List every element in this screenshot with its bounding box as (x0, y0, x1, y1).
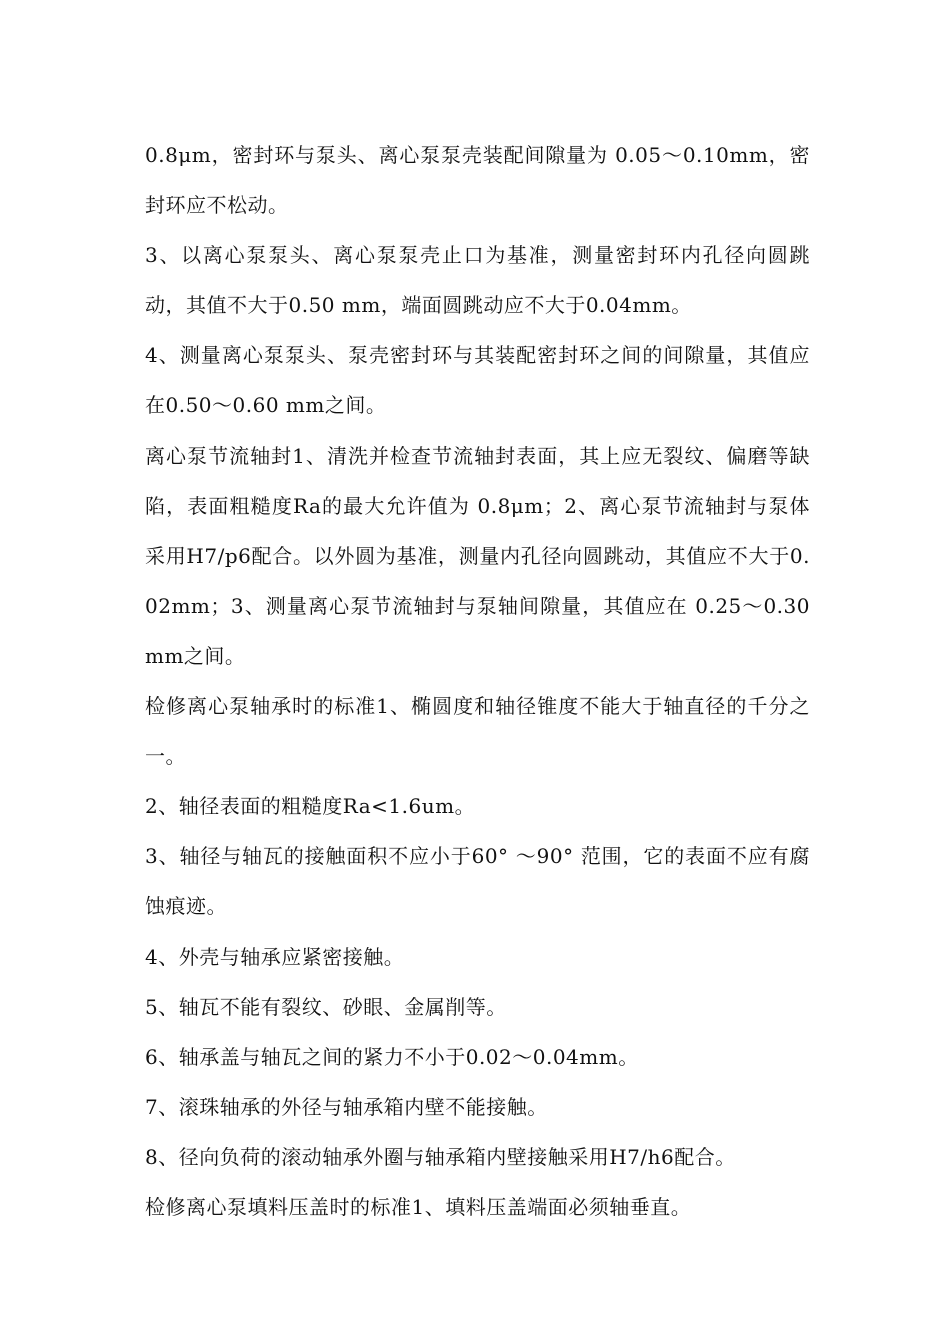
paragraph-bearing-standard-8: 8、径向负荷的滚动轴承外圈与轴承箱内壁接触采用H7/h6配合。 (145, 1144, 736, 1169)
paragraph-bearing-standard-2: 2、轴径表面的粗糙度Ra<1.6um。 (145, 794, 476, 819)
document-body (145, 130, 810, 1232)
paragraph-bearing-standard-5: 5、轴瓦不能有裂纹、砂眼、金属削等。 (145, 994, 507, 1019)
paragraph-bearing-standard-3: 3、轴径与轴瓦的接触面积不应小于60° ～90° 范围，它的表面不应有腐蚀痕迹。 (145, 844, 810, 919)
paragraph-bearing-standard-6: 6、轴承盖与轴瓦之间的紧力不小于0.02～0.04mm。 (145, 1044, 639, 1069)
paragraph-seal-ring-clearance: 0.8μm，密封环与泵头、离心泵泵壳装配间隙量为 0.05～0.10mm，密封环应不松动。 (145, 143, 810, 218)
paragraph-bearing-standard-1: 检修离心泵轴承时的标准1、椭圆度和轴径锥度不能大于轴直径的千分之一。 (145, 694, 810, 769)
paragraph-throttle-shaft-seal: 离心泵节流轴封1、清洗并检查节流轴封表面，其上应无裂纹、偏磨等缺陷，表面粗糙度Ra的最大允许值为 0.8μm；2、离心泵节流轴封与泵体采用H7/p6配合。以外圆为基准，测量内孔径向圆跳动，其值应不大于0.02mm；3、测量离心泵节流轴封与泵轴间隙量，其值应在 0.25～0.30 mm之间。 (145, 443, 810, 668)
paragraph-bearing-standard-4: 4、外壳与轴承应紧密接触。 (145, 944, 405, 969)
paragraph-bearing-standard-7: 7、滚珠轴承的外径与轴承箱内壁不能接触。 (145, 1094, 548, 1119)
paragraph-item-4-clearance: 4、测量离心泵泵头、泵壳密封环与其装配密封环之间的间隙量，其值应在0.50～0.60 mm之间。 (145, 343, 810, 418)
paragraph-item-3-runout: 3、以离心泵泵头、离心泵泵壳止口为基准，测量密封环内孔径向圆跳动，其值不大于0.50 mm，端面圆跳动应不大于0.04mm。 (145, 243, 810, 318)
paragraph-packing-gland-standard: 检修离心泵填料压盖时的标准1、填料压盖端面必须轴垂直。 (145, 1194, 692, 1219)
